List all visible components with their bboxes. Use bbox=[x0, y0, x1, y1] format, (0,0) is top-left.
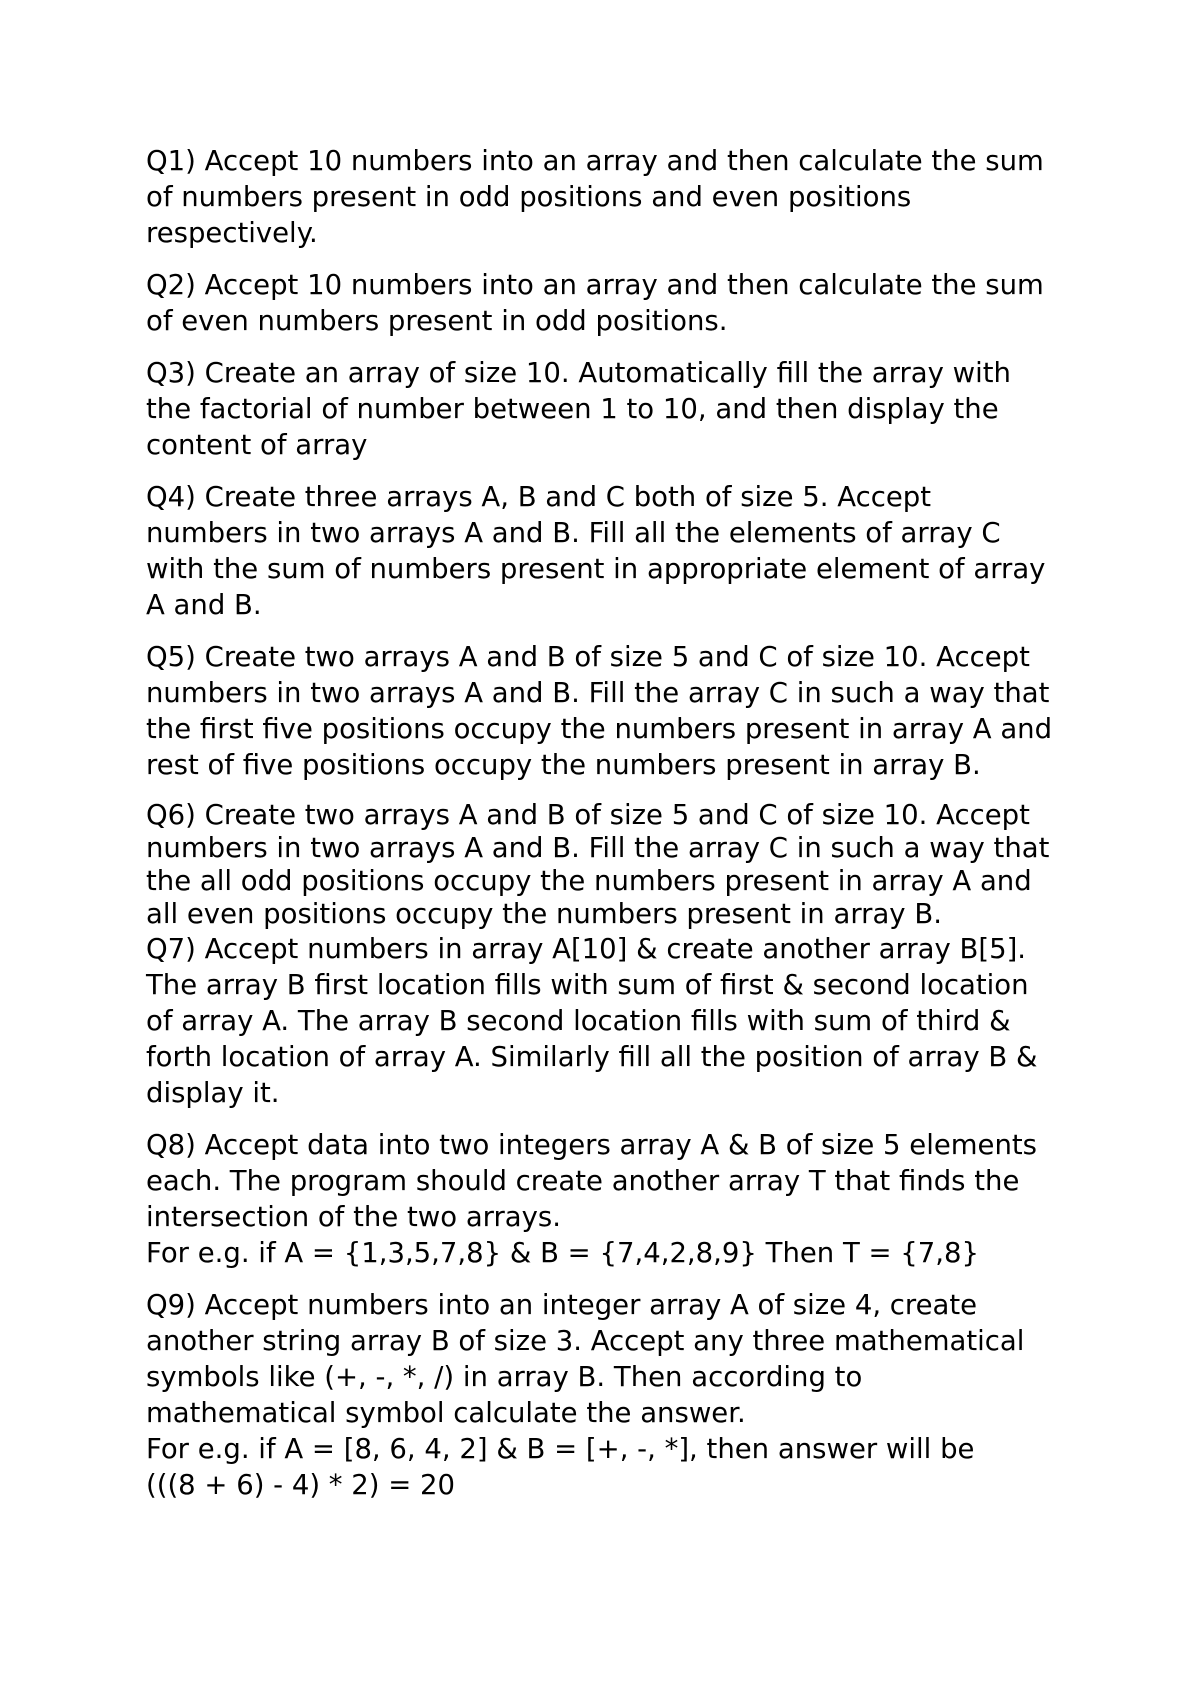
question-line: Q7) Accept numbers in array A[10] & create another array B[5]. bbox=[146, 933, 1027, 965]
question-line: numbers in two arrays A and B. Fill the array C in such a way that bbox=[146, 832, 1050, 864]
question-line: Q5) Create two arrays A and B of size 5 and C of size 10. Accept bbox=[146, 641, 1030, 673]
question-8 bbox=[146, 1127, 1096, 1271]
question-line: of array A. The array B second location fills with sum of third & bbox=[146, 1005, 1011, 1037]
question-line: numbers in two arrays A and B. Fill all the elements of array C bbox=[146, 517, 1001, 549]
example-line: For e.g. if A = [8, 6, 4, 2] & B = [+, -, *], then answer will be bbox=[146, 1433, 975, 1465]
question-line: Q6) Create two arrays A and B of size 5 and C of size 10. Accept bbox=[146, 799, 1030, 831]
question-line: Q2) Accept 10 numbers into an array and then calculate the sum bbox=[146, 269, 1044, 301]
example-line: (((8 + 6) - 4) * 2) = 20 bbox=[146, 1469, 456, 1501]
question-1 bbox=[146, 143, 1096, 251]
question-line: the factorial of number between 1 to 10, and then display the bbox=[146, 393, 999, 425]
question-line: display it. bbox=[146, 1077, 280, 1109]
question-7 bbox=[146, 931, 1096, 1111]
question-line: mathematical symbol calculate the answer. bbox=[146, 1397, 746, 1429]
question-line: rest of five positions occupy the numbers present in array B. bbox=[146, 749, 981, 781]
question-line: Q8) Accept data into two integers array A & B of size 5 elements bbox=[146, 1129, 1038, 1161]
question-3 bbox=[146, 355, 1096, 463]
question-4 bbox=[146, 479, 1096, 623]
question-line: The array B first location fills with sum of first & second location bbox=[146, 969, 1029, 1001]
question-line: forth location of array A. Similarly fill all the position of array B & bbox=[146, 1041, 1038, 1073]
question-line: numbers in two arrays A and B. Fill the array C in such a way that bbox=[146, 677, 1050, 709]
question-5 bbox=[146, 639, 1096, 783]
question-line: intersection of the two arrays. bbox=[146, 1201, 561, 1233]
question-2 bbox=[146, 267, 1096, 339]
example-line: For e.g. if A = {1,3,5,7,8} & B = {7,4,2,8,9} Then T = {7,8} bbox=[146, 1237, 980, 1269]
question-line: another string array B of size 3. Accept any three mathematical bbox=[146, 1325, 1025, 1357]
question-line: the all odd positions occupy the numbers present in array A and bbox=[146, 865, 1032, 897]
question-line: respectively. bbox=[146, 217, 318, 249]
question-line: symbols like (+, -, *, /) in array B. Then according to bbox=[146, 1361, 863, 1393]
question-line: A and B. bbox=[146, 589, 262, 621]
question-line: Q9) Accept numbers into an integer array A of size 4, create bbox=[146, 1289, 978, 1321]
question-line: Q3) Create an array of size 10. Automatically fill the array with bbox=[146, 357, 1011, 389]
question-line: Q1) Accept 10 numbers into an array and then calculate the sum bbox=[146, 145, 1044, 177]
question-line: all even positions occupy the numbers present in array B. bbox=[146, 898, 942, 930]
question-9 bbox=[146, 1287, 1096, 1503]
question-line: the first five positions occupy the numbers present in array A and bbox=[146, 713, 1053, 745]
question-line: content of array bbox=[146, 429, 368, 461]
question-line: with the sum of numbers present in appropriate element of array bbox=[146, 553, 1046, 585]
question-line: Q4) Create three arrays A, B and C both of size 5. Accept bbox=[146, 481, 931, 513]
question-6 bbox=[146, 799, 1096, 931]
question-line: each. The program should create another array T that finds the bbox=[146, 1165, 1020, 1197]
question-line: of even numbers present in odd positions. bbox=[146, 305, 728, 337]
question-line: of numbers present in odd positions and even positions bbox=[146, 181, 912, 213]
question-list bbox=[146, 143, 1096, 1519]
